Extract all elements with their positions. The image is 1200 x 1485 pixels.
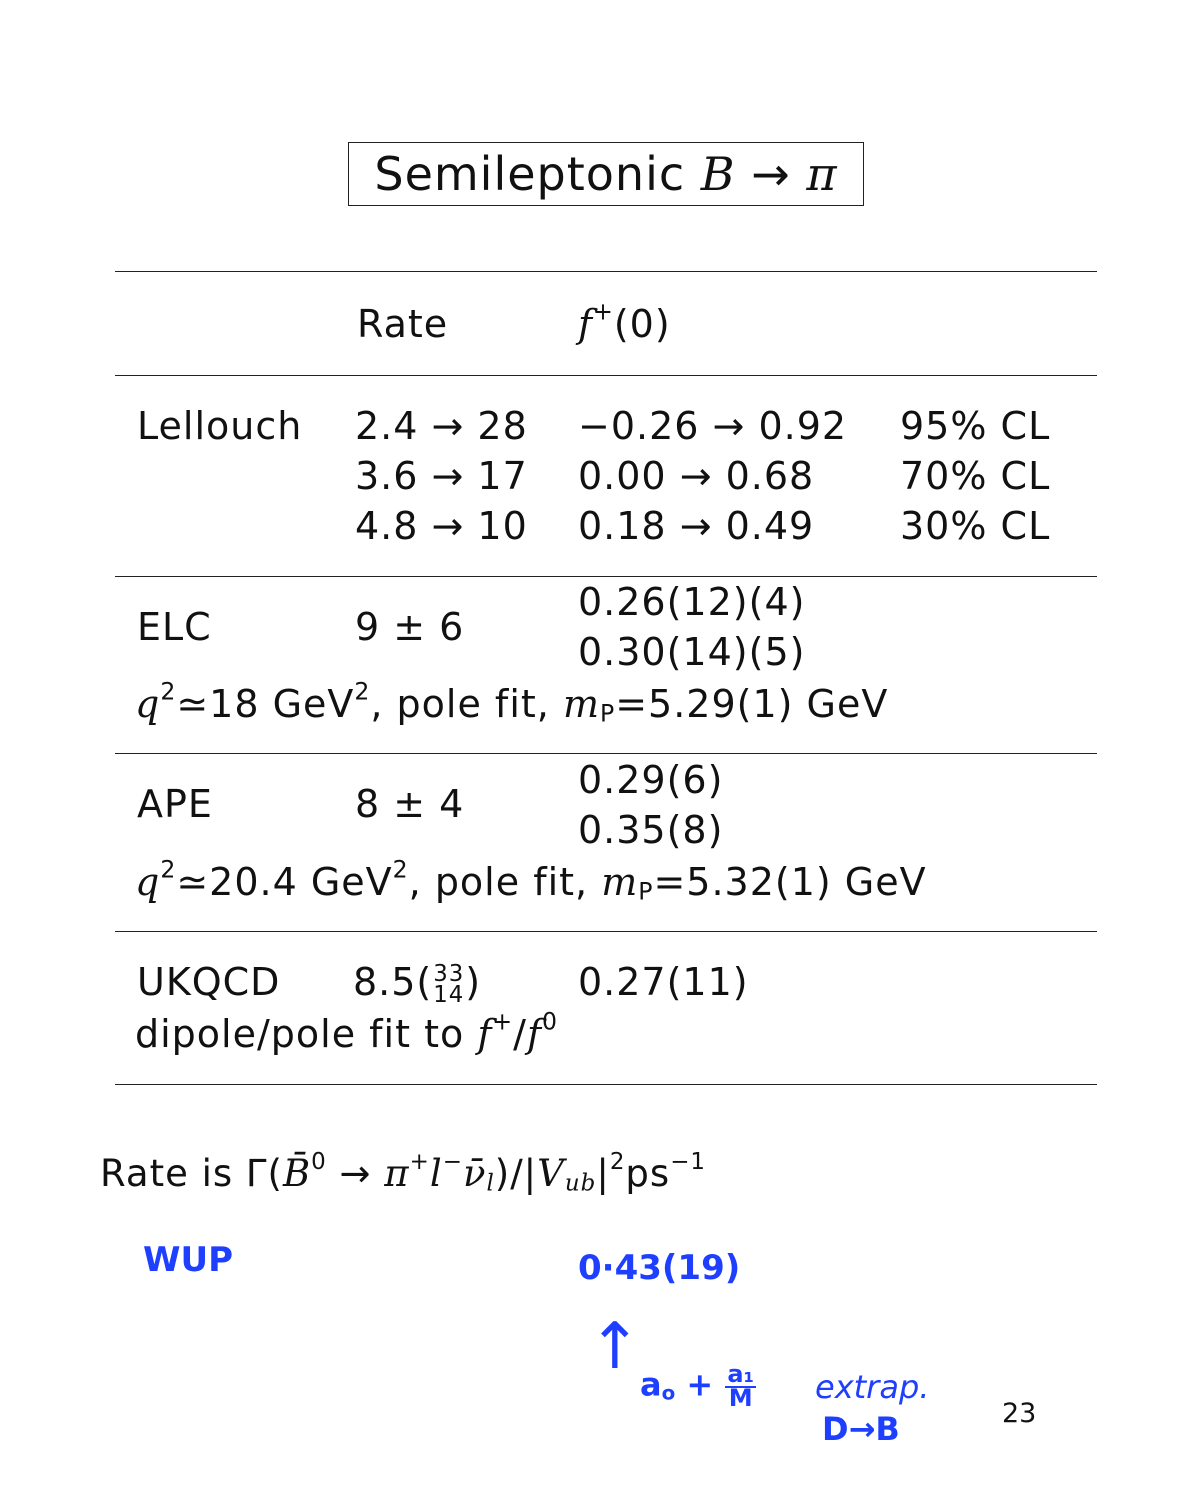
elc-f-2: 0.30(14)(5) (578, 630, 806, 674)
handwritten-wup: WUP (143, 1240, 234, 1280)
title-B: B (700, 147, 736, 201)
ukqcd-note: dipole/pole fit to $f^+/f^0$ (135, 1007, 559, 1056)
rule-header (115, 375, 1097, 376)
elc-name: ELC (137, 605, 212, 649)
rule-bottom (115, 1084, 1097, 1085)
lellouch-f-1: −0.26 → 0.92 (578, 404, 848, 448)
title-pi: π (806, 147, 838, 201)
ape-note: $q^2≃20.4$ GeV$^2$, pole fit, $m_P=5.32(1)$ GeV (135, 855, 927, 906)
handwritten-value: 0·43(19) (578, 1248, 741, 1288)
rule-top (115, 271, 1097, 272)
ape-rate: 8 ± 4 (355, 782, 465, 826)
page-number: 23 (1002, 1398, 1037, 1429)
lellouch-f-3: 0.18 → 0.49 (578, 504, 815, 548)
lellouch-rate-3: 4.8 → 10 (355, 504, 528, 548)
title-text: Semileptonic (374, 147, 701, 201)
elc-f-1: 0.26(12)(4) (578, 580, 806, 624)
lellouch-rate-1: 2.4 → 28 (355, 404, 528, 448)
lellouch-cl-2: 70% CL (900, 454, 1051, 498)
ukqcd-name: UKQCD (137, 960, 281, 1004)
handwritten-d-to-b: D→B (822, 1410, 900, 1448)
ukqcd-rate: 8.5( 33 14 ) (353, 960, 482, 1008)
handwritten-extrap: extrap. (815, 1368, 930, 1406)
lellouch-rate-2: 3.6 → 17 (355, 454, 528, 498)
elc-rate: 9 ± 6 (355, 605, 465, 649)
handwritten-arrow-icon: ↑ (588, 1310, 642, 1384)
title-arrow: → (735, 147, 807, 201)
ape-f-2: 0.35(8) (578, 808, 724, 852)
slide-title (348, 142, 864, 206)
rule-lellouch (115, 576, 1097, 577)
header-rate: Rate (357, 302, 449, 346)
lellouch-name: Lellouch (137, 404, 303, 448)
ukqcd-f: 0.27(11) (578, 960, 749, 1004)
elc-note: $q^2≃18$ GeV$^2$, pole fit, $m_P=5.29(1)$ GeV (135, 677, 889, 728)
header-fplus: f+(0) (578, 297, 671, 346)
lellouch-f-2: 0.00 → 0.68 (578, 454, 815, 498)
ape-f-1: 0.29(6) (578, 758, 724, 802)
handwritten-formula: $a_o$ + $\frac{\text{a₁}}{M}$ (640, 1360, 755, 1412)
lellouch-cl-1: 95% CL (900, 404, 1051, 448)
rule-ape (115, 931, 1097, 932)
rate-definition: Rate is Γ(B̄$^0$ → $\pi^+l^-\nū_l)/|V_{ub}|^2ps^{-1}$ (100, 1148, 707, 1197)
ape-name: APE (137, 782, 213, 826)
rule-elc (115, 753, 1097, 754)
lellouch-cl-3: 30% CL (900, 504, 1051, 548)
